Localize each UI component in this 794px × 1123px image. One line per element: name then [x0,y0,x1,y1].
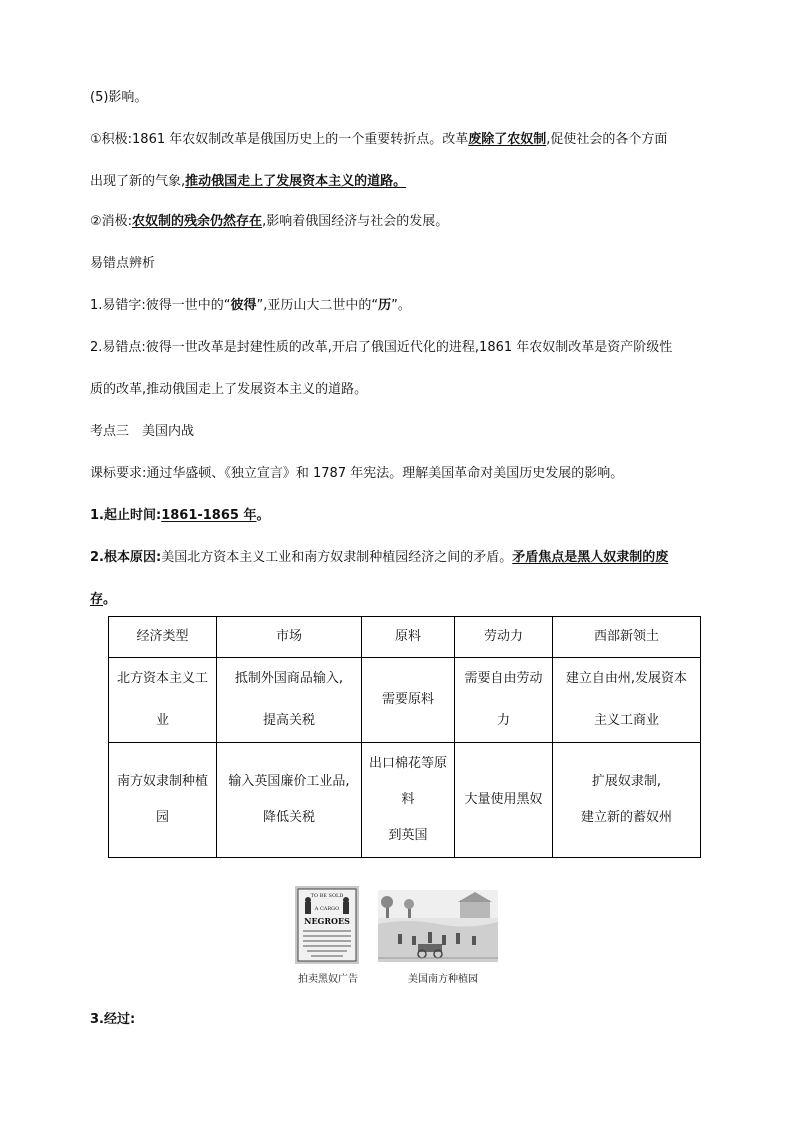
paragraph-curriculum: 课标要求:通过华盛顿、《独立宣言》和 1787 年宪法。理解美国革命对美国历史发展的影响。 [90,466,624,481]
plantation-image [378,890,498,962]
paragraph-positive [90,130,667,150]
header-cell: 西部新领土 [553,617,701,658]
header-cell: 原料 [362,617,455,658]
plantation-caption: 美国南方种植园 [408,974,478,985]
text: ,影响着俄国经济与社会的发展。 [262,214,449,229]
paragraph-timeframe [90,506,270,526]
slave-auction-poster-figure [295,886,359,968]
table-cell: 需要原料 [362,658,455,743]
key-word: 历 [378,298,392,313]
table-row-south [109,743,701,858]
table-cell: 扩展奴隶制, 建立新的蓄奴州 [553,743,701,858]
poster-line: A CARGO [314,906,340,912]
text: ”。 [391,298,411,313]
paragraph-error-words [90,296,411,316]
header-cell: 市场 [217,617,362,658]
poster-caption: 拍卖黑奴广告 [298,974,358,985]
key-point: 废除了农奴制 [468,132,547,147]
text: ”,亚历山大二世中的“ [256,298,379,313]
table-row-north [109,658,701,743]
text: ②消极: [90,214,133,229]
poster-line: NEGROES [304,916,350,926]
table-cell: 输入英国廉价工业品, 降低关税 [217,743,362,858]
economy-comparison-table [108,616,701,858]
poster-line: TO BE SOLD [310,893,344,899]
text: ,促使社会的各个方面 [546,132,668,147]
section-heading-process: 3.经过: [90,1012,136,1027]
table-cell: 建立自由州,发展资本 主义工商业 [553,658,701,743]
text: 美国北方资本主义工业和南方奴隶制种植园经济之间的矛盾。 [161,550,513,565]
paragraph-error-points-cont: 质的改革,推动俄国走上了发展资本主义的道路。 [90,382,368,397]
text: 出现了新的气象, [90,174,186,189]
slave-auction-poster-image [295,886,359,964]
label: 2.根本原因: [90,550,162,565]
paragraph-positive-cont [90,172,406,192]
text: 。 [103,592,117,607]
paragraph-root-cause [90,548,668,568]
header-cell: 经济类型 [109,617,217,658]
table-cell: 需要自由劳动 力 [455,658,553,743]
section-heading-impact: (5)影响。 [90,90,148,105]
label: 1.起止时间: [90,508,162,523]
section-heading-civil-war: 考点三 美国内战 [90,424,195,439]
paragraph-root-cause-cont [90,590,116,610]
key-point: 存 [90,592,104,607]
table-cell: 出口棉花等原 料 到英国 [362,743,455,858]
table-cell: 南方奴隶制种植 园 [109,743,217,858]
table-cell: 抵制外国商品输入, 提高关税 [217,658,362,743]
text: 1.易错字:彼得一世中的“ [90,298,231,313]
key-word: 彼得 [230,298,257,313]
key-point: 农奴制的残余仍然存在 [132,214,263,229]
section-heading-errors: 易错点辨析 [90,256,156,271]
key-point: 1861-1865 年 [161,508,257,523]
paragraph-negative [90,212,448,232]
table-cell: 大量使用黑奴 [455,743,553,858]
key-point: 矛盾焦点是黑人奴隶制的废 [512,550,669,565]
table-header-row [109,617,701,658]
text: ①积极:1861 年农奴制改革是俄国历史上的一个重要转折点。改革 [90,132,469,147]
table-cell: 北方资本主义工 业 [109,658,217,743]
header-cell: 劳动力 [455,617,553,658]
text: 。 [256,508,270,523]
key-point: 推动俄国走上了发展资本主义的道路。 [185,174,407,189]
plantation-figure [378,890,498,966]
paragraph-error-points: 2.易错点:彼得一世改革是封建性质的改革,开启了俄国近代化的进程,1861 年农奴制改革是资产阶级性 [90,340,673,355]
